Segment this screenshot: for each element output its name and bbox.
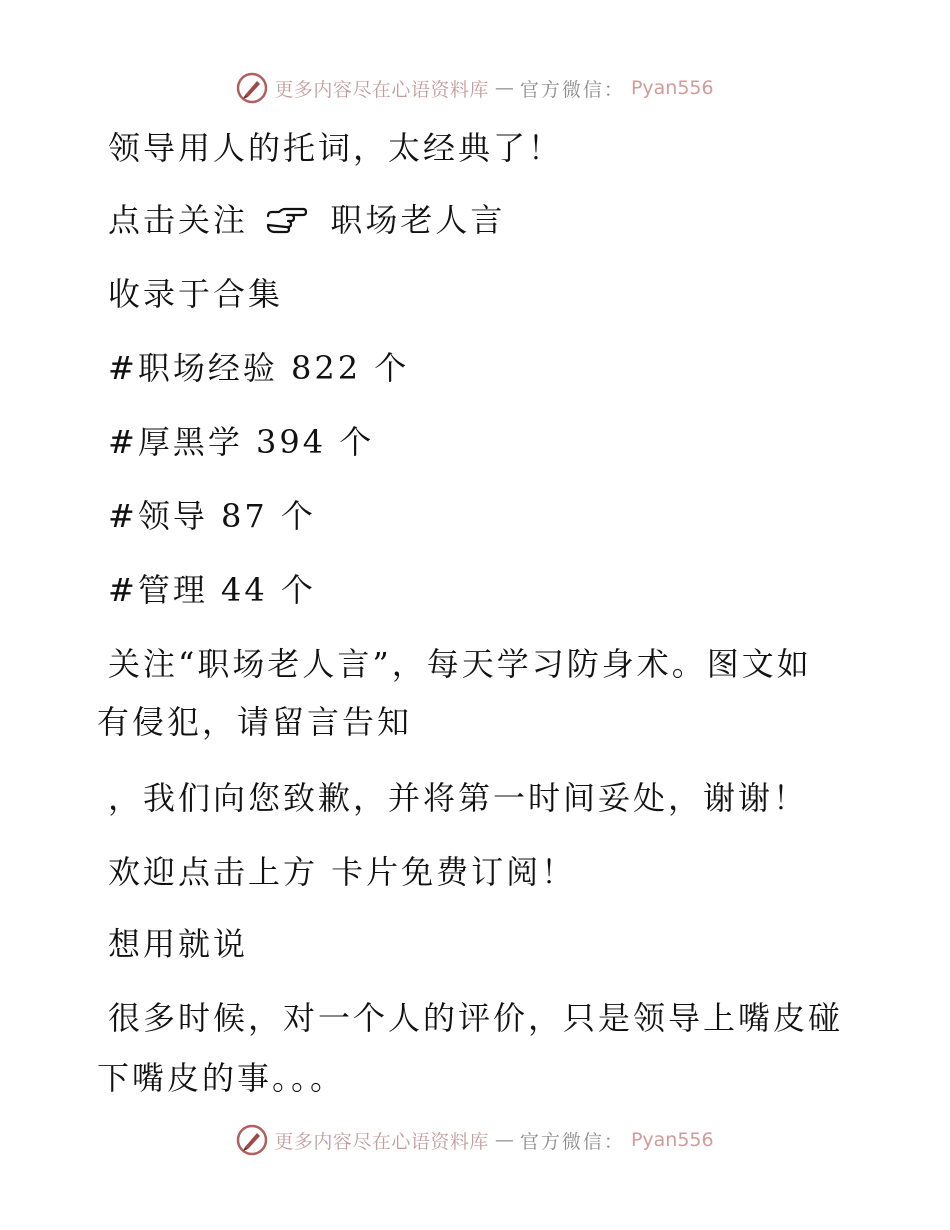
pen-seal-logo-icon	[236, 72, 268, 104]
pointing-hand-icon	[265, 206, 307, 234]
header-watermark	[0, 72, 950, 104]
watermark-separator: —	[494, 1129, 514, 1151]
watermark-separator: —	[494, 77, 514, 99]
watermark-text: 更多内容尽在心语资料库	[274, 78, 489, 101]
watermark-wechat-id: Pyan556	[630, 1129, 714, 1151]
article-title: 领导用人的托词，太经典了！	[108, 129, 564, 167]
section-heading: 想用就说	[108, 925, 249, 963]
collection-label: 收录于合集	[108, 275, 284, 313]
follow-prefix: 点击关注	[108, 201, 249, 239]
pen-seal-logo-icon	[236, 1124, 268, 1156]
notice-line-3: ，我们向您致歉，并将第一时间妥处，谢谢！	[108, 779, 809, 817]
follow-account[interactable]: 职场老人言	[330, 201, 506, 239]
notice-line-2: 有侵犯，请留言告知	[97, 703, 413, 741]
follow-line	[108, 200, 505, 240]
body-line-1: 很多时候，对一个人的评价，只是领导上嘴皮碰	[108, 999, 844, 1037]
tag-item[interactable]: #厚黑学 394 个	[108, 423, 375, 461]
watermark-text: 更多内容尽在心语资料库	[274, 1130, 489, 1153]
body-line-2: 下嘴皮的事。。。	[97, 1059, 346, 1097]
tag-item[interactable]: #管理 44 个	[108, 571, 316, 609]
subscribe-text: 欢迎点击上方 卡片免费订阅！	[108, 853, 577, 891]
watermark-wechat-id: Pyan556	[630, 77, 714, 99]
watermark-wechat-label: 官方微信：	[519, 1130, 625, 1153]
tag-item[interactable]: #领导 87 个	[108, 497, 316, 535]
watermark-wechat-label: 官方微信：	[519, 78, 625, 101]
notice-line-1: 关注“职场老人言”，每天学习防身术。图文如	[108, 645, 812, 683]
footer-watermark	[0, 1124, 950, 1156]
tag-item[interactable]: #职场经验 822 个	[108, 349, 410, 387]
